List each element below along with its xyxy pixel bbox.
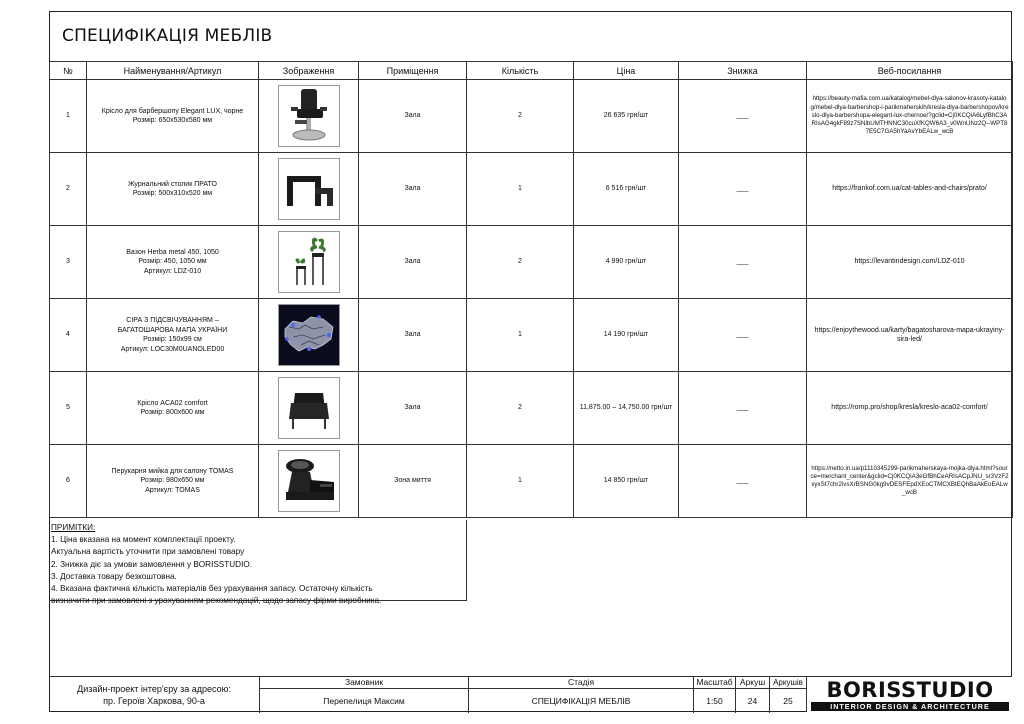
item-name <box>87 153 259 226</box>
row-number: 1 <box>50 80 87 153</box>
table-row <box>50 445 1013 518</box>
table-row <box>50 372 1013 445</box>
item-quantity: 2 <box>467 226 574 299</box>
item-price: 6 516 грн/шт <box>574 153 679 226</box>
item-name <box>87 80 259 153</box>
table-row <box>50 299 1013 372</box>
item-size-line: Розмір: 980x650 мм <box>140 477 205 485</box>
col-header-room: Приміщення <box>359 62 467 80</box>
item-quantity: 2 <box>467 372 574 445</box>
notes-block <box>49 520 467 606</box>
item-link[interactable]: https://netto.in.ua/p1110345299-parikmaherskaya-mojka-dlya.html?source=merchant_center&gclid=Cj0KCQiA3eGfBhCeARIsACpJNU_sr3VzF2xyxSt7chr2ivsXrBSNG0kg9vDESFEpdXEoCTMCXBtEQhBaAkEoEALw_wcB <box>807 445 1013 518</box>
row-number: 2 <box>50 153 87 226</box>
table-row <box>50 80 1013 153</box>
col-header-number: № <box>50 62 87 80</box>
item-article-line: Артикул: LDZ-010 <box>143 267 202 275</box>
item-image-cell <box>259 80 359 153</box>
item-size-line: Розмір: 650x530x580 мм <box>132 117 213 124</box>
item-name-line: Крісло ACA02 comfort <box>137 399 208 407</box>
item-name <box>87 299 259 372</box>
note-line: визначити при замовлені з урахуванням рекомендацій, щодо запасу фірми виробника. <box>51 596 382 606</box>
item-link[interactable]: https://beauty-mafia.com.ua/katalog/mebel-dlya-salonov-krasoty-katalog/mebel-dlya-barbershop-i-parikmaherskih/kresla-dlya-barbershopov/kreslo-dlya-barbershopa-elegant-lux-chernoe/?gclid=Cj0KCQiA6LyfBhC3ARIsAG4gkF89z7SNlbUMTHNNC30cuXfKQW6A3_v0WnUNz2Q--WPT87E5C7GA5hYaAvYbEALw_wcB <box>807 80 1013 153</box>
row-number: 3 <box>50 226 87 299</box>
note-line: 1. Ціна вказана на момент комплектації проекту. <box>51 535 236 545</box>
item-room: Зала <box>359 80 467 153</box>
item-name-line: Журнальний столик ПРАТО <box>128 180 217 188</box>
item-name-line: БАГАТОШАРОВА МАПА УКРАЇНИ <box>117 326 228 334</box>
ukraine-map-image <box>278 304 340 366</box>
row-number: 4 <box>50 299 87 372</box>
item-price: 26 635 грн/шт <box>574 80 679 153</box>
item-name <box>87 226 259 299</box>
logo-wordmark: BORISSTUDIO <box>826 678 994 702</box>
sheet-cell <box>735 677 769 713</box>
sheets-label: Аркушів <box>770 677 806 689</box>
project-address <box>49 676 259 712</box>
item-size-line: Розмір: 800x600 мм <box>140 409 205 416</box>
armchair-image <box>278 377 340 439</box>
item-name-line: Крісло для барбершопу Elegant LUX, чорне <box>101 107 244 115</box>
item-image-cell <box>259 226 359 299</box>
item-size-line: Розмір: 150x99 см <box>143 336 202 343</box>
item-image-cell <box>259 153 359 226</box>
scale-label: Масштаб <box>694 677 735 689</box>
item-price: 14 850 грн/шт <box>574 445 679 518</box>
address-line: пр. Героїв Харкова, 90-а <box>103 696 205 706</box>
note-line: Актуальна вартість уточнити при замовлені товару <box>51 547 245 557</box>
item-price: 11,875.00 – 14,750.00 грн/шт <box>574 372 679 445</box>
sheets-cell <box>769 677 806 713</box>
table-header-row <box>50 62 1013 80</box>
specification-table <box>49 61 1013 518</box>
wash-unit-image <box>278 450 340 512</box>
table-row <box>50 226 1013 299</box>
item-name <box>87 445 259 518</box>
logo-tagline: INTERIOR DESIGN & ARCHITECTURE <box>811 702 1009 711</box>
col-header-name: Найменування/Артикул <box>87 62 259 80</box>
item-name <box>87 372 259 445</box>
item-link[interactable]: https://romp.pro/shop/kresla/kreslo-aca02-comfort/ <box>807 372 1013 445</box>
item-quantity: 1 <box>467 445 574 518</box>
item-article-line: Артикул: TOMAS <box>145 486 200 494</box>
item-room: Зала <box>359 372 467 445</box>
item-link[interactable]: https://levantindesign.com/LDZ-010 <box>807 226 1013 299</box>
item-room: Зона миття <box>359 445 467 518</box>
item-discount: ___ <box>679 153 807 226</box>
sheets-value: 25 <box>783 696 793 706</box>
client-label: Замовник <box>260 677 468 689</box>
stage-label: Стадія <box>469 677 693 689</box>
plant-pot-image <box>278 231 340 293</box>
item-image-cell <box>259 445 359 518</box>
sheet-value: 24 <box>747 696 758 706</box>
item-discount: ___ <box>679 226 807 299</box>
item-price: 14 190 грн/шт <box>574 299 679 372</box>
title-block <box>259 676 806 713</box>
stage-value: СПЕЦИФІКАЦІЯ МЕБЛІВ <box>531 696 631 706</box>
coffee-table-image <box>278 158 340 220</box>
item-link[interactable]: https://enjoythewood.ua/karty/bagatosharova-mapa-ukrayiny-sira-led/ <box>807 299 1013 372</box>
item-size-line: Розмір: 500x310x520 мм <box>132 190 213 197</box>
client-value: Перепелиця Максим <box>323 696 405 706</box>
col-header-image: Зображення <box>259 62 359 80</box>
item-price: 4 990 грн/шт <box>574 226 679 299</box>
row-number: 6 <box>50 445 87 518</box>
client-cell <box>259 677 468 713</box>
item-room: Зала <box>359 299 467 372</box>
sheet-label: Аркуш <box>736 677 769 689</box>
item-link[interactable]: https://frankof.com.ua/cat-tables-and-chairs/prato/ <box>807 153 1013 226</box>
item-image-cell <box>259 299 359 372</box>
item-article-line: Артикул: LOC30M0UANOLED00 <box>120 345 225 353</box>
note-line: 4. Вказана фактична кількість матеріалів без урахування запасу. Остаточну кількість <box>51 584 373 594</box>
item-discount: ___ <box>679 299 807 372</box>
item-quantity: 1 <box>467 299 574 372</box>
note-line: 2. Знижка діє за умови замовлення у BORISSTUDIO. <box>51 559 253 569</box>
address-line: Дизайн-проект інтер'єру за адресою: <box>77 684 231 694</box>
item-image-cell <box>259 372 359 445</box>
item-quantity: 2 <box>467 80 574 153</box>
page-title: СПЕЦИФІКАЦІЯ МЕБЛІВ <box>62 26 273 46</box>
col-header-link: Веб-посилання <box>807 62 1013 80</box>
item-name-line: Вазон Herba metal 450, 1050 <box>126 248 219 256</box>
item-name-line: СІРА З ПІДСВІЧУВАННЯМ – <box>126 317 219 324</box>
row-number: 5 <box>50 372 87 445</box>
col-header-discount: Знижка <box>679 62 807 80</box>
item-discount: ___ <box>679 445 807 518</box>
col-header-quantity: Кількість <box>467 62 574 80</box>
item-discount: ___ <box>679 80 807 153</box>
scale-cell <box>693 677 735 713</box>
item-quantity: 1 <box>467 153 574 226</box>
item-room: Зала <box>359 226 467 299</box>
item-discount: ___ <box>679 372 807 445</box>
barber-chair-image <box>278 85 340 147</box>
note-line: 3. Доставка товару безкоштовна. <box>51 571 177 581</box>
item-room: Зала <box>359 153 467 226</box>
stage-cell <box>468 677 693 713</box>
table-row <box>50 153 1013 226</box>
studio-logo <box>806 676 1012 712</box>
notes-heading: ПРИМІТКИ: <box>51 523 96 532</box>
item-size-line: Розмір: 450, 1050 мм <box>138 258 207 266</box>
scale-value: 1:50 <box>706 696 723 706</box>
col-header-price: Ціна <box>574 62 679 80</box>
item-name-line: Перукарня мийка для салону TOMAS <box>111 467 234 475</box>
